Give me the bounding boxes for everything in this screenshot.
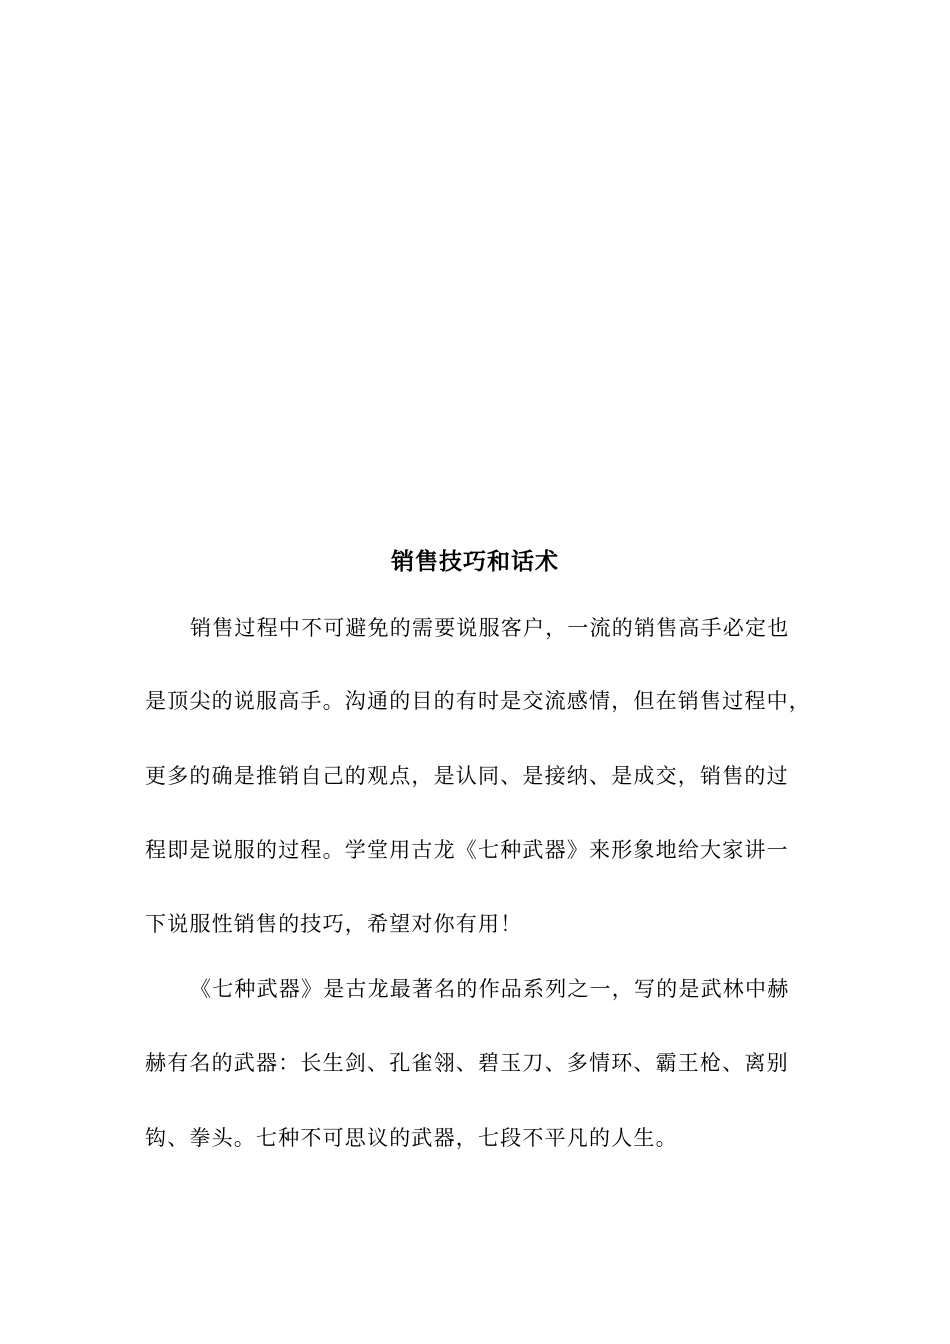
paragraph-1-line-3: 更多的确是推销自己的观点，是认同、是接纳、是成交，销售的过	[145, 764, 789, 788]
paragraph-2-line-1: 《七种武器》是古龙最著名的作品系列之一，写的是武林中赫	[190, 977, 790, 1001]
document-title: 销售技巧和话术	[391, 548, 559, 575]
paragraph-2-line-3: 钩、拳头。七种不可思议的武器，七段不平凡的人生。	[145, 1126, 678, 1150]
paragraph-2-line-2: 赫有名的武器：长生剑、孔雀翎、碧玉刀、多情环、霸王枪、离别	[145, 1051, 789, 1075]
paragraph-1-line-4: 程即是说服的过程。学堂用古龙《七种武器》来形象地给大家讲一	[145, 838, 789, 862]
paragraph-1-line-5: 下说服性销售的技巧，希望对你有用！	[145, 912, 523, 936]
paragraph-1-line-1: 销售过程中不可避免的需要说服客户，一流的销售高手必定也	[190, 616, 790, 640]
paragraph-1-line-2: 是顶尖的说服高手。沟通的目的有时是交流感情，但在销售过程中，	[145, 689, 811, 713]
